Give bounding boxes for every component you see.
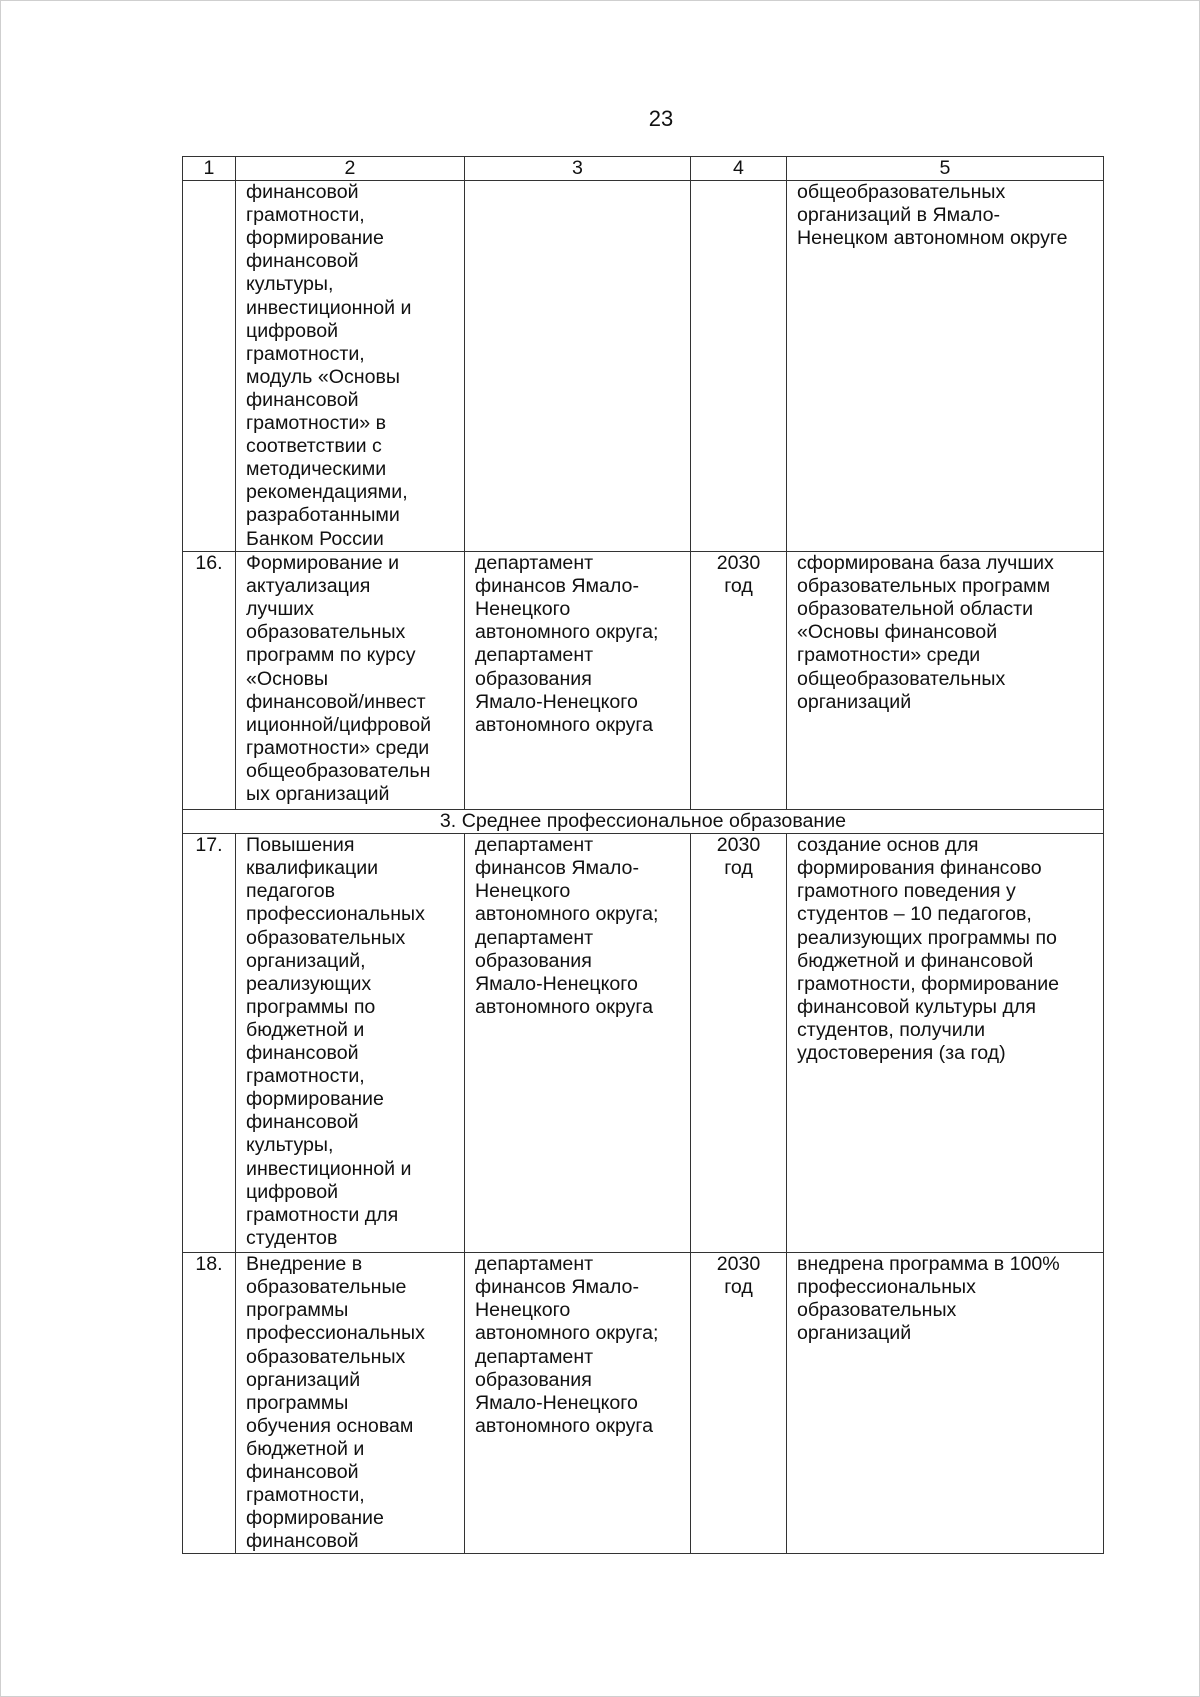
executor-cell: [465, 181, 691, 552]
result-cell: внедрена программа в 100% профессиональных образовательных организаций: [787, 1253, 1104, 1554]
row-number: 18.: [183, 1253, 236, 1554]
result-cell: сформирована база лучших образовательных программ образовательной области «Основы финансовой грамотности» среди общеобразовательных организаций: [787, 552, 1104, 810]
executor-cell: департамент финансов Ямало- Ненецкого автономного округа; департамент образования Ямало-Ненецкого автономного округа: [465, 1253, 691, 1554]
table-row: [183, 181, 1104, 552]
table-row: [183, 1253, 1104, 1554]
section-heading: 3. Среднее профессиональное образование: [183, 810, 1104, 834]
executor-cell: департамент финансов Ямало- Ненецкого автономного округа; департамент образования Ямало-Ненецкого автономного округа: [465, 552, 691, 810]
term-cell: 2030 год: [691, 552, 787, 810]
header-col-5: 5: [787, 157, 1104, 181]
activity-cell: Повышения квалификации педагогов профессиональных образовательных организаций, реализующих программы по бюджетной и финансовой грамотности, формирование финансовой культуры, инвестиционной и цифровой грамотности для студентов: [236, 834, 465, 1253]
table-row: [183, 834, 1104, 1253]
activity-cell: финансовой грамотности, формирование финансовой культуры, инвестиционной и цифровой грамотности, модуль «Основы финансовой грамотности» в соответствии с методическими рекомендациями, разработанными Банком России: [236, 181, 465, 552]
result-cell: создание основ для формирования финансово грамотного поведения у студентов – 10 педагогов, реализующих программы по бюджетной и финансовой грамотности, формирование финансовой культуры для студентов, получили удостоверения (за год): [787, 834, 1104, 1253]
term-cell: 2030 год: [691, 834, 787, 1253]
header-col-1: 1: [183, 157, 236, 181]
activity-cell: Формирование и актуализация лучших образовательных программ по курсу «Основы финансовой/инвест иционной/цифровой грамотности» среди общеобразовательн ых организаций: [236, 552, 465, 810]
term-cell: [691, 181, 787, 552]
measures-table: [182, 156, 1104, 1554]
header-col-3: 3: [465, 157, 691, 181]
result-cell: общеобразовательных организаций в Ямало- Ненецком автономном округе: [787, 181, 1104, 552]
header-col-2: 2: [236, 157, 465, 181]
page-number: 23: [648, 106, 674, 131]
header-col-4: 4: [691, 157, 787, 181]
row-number: 16.: [183, 552, 236, 810]
term-cell: 2030 год: [691, 1253, 787, 1554]
executor-cell: департамент финансов Ямало- Ненецкого автономного округа; департамент образования Ямало-Ненецкого автономного округа: [465, 834, 691, 1253]
table-row: [183, 552, 1104, 810]
row-number: 17.: [183, 834, 236, 1253]
header-row: [183, 157, 1104, 181]
section-row: [183, 810, 1104, 834]
activity-cell: Внедрение в образовательные программы профессиональных образовательных организаций программы обучения основам бюджетной и финансовой грамотности, формирование финансовой: [236, 1253, 465, 1554]
row-number: [183, 181, 236, 552]
